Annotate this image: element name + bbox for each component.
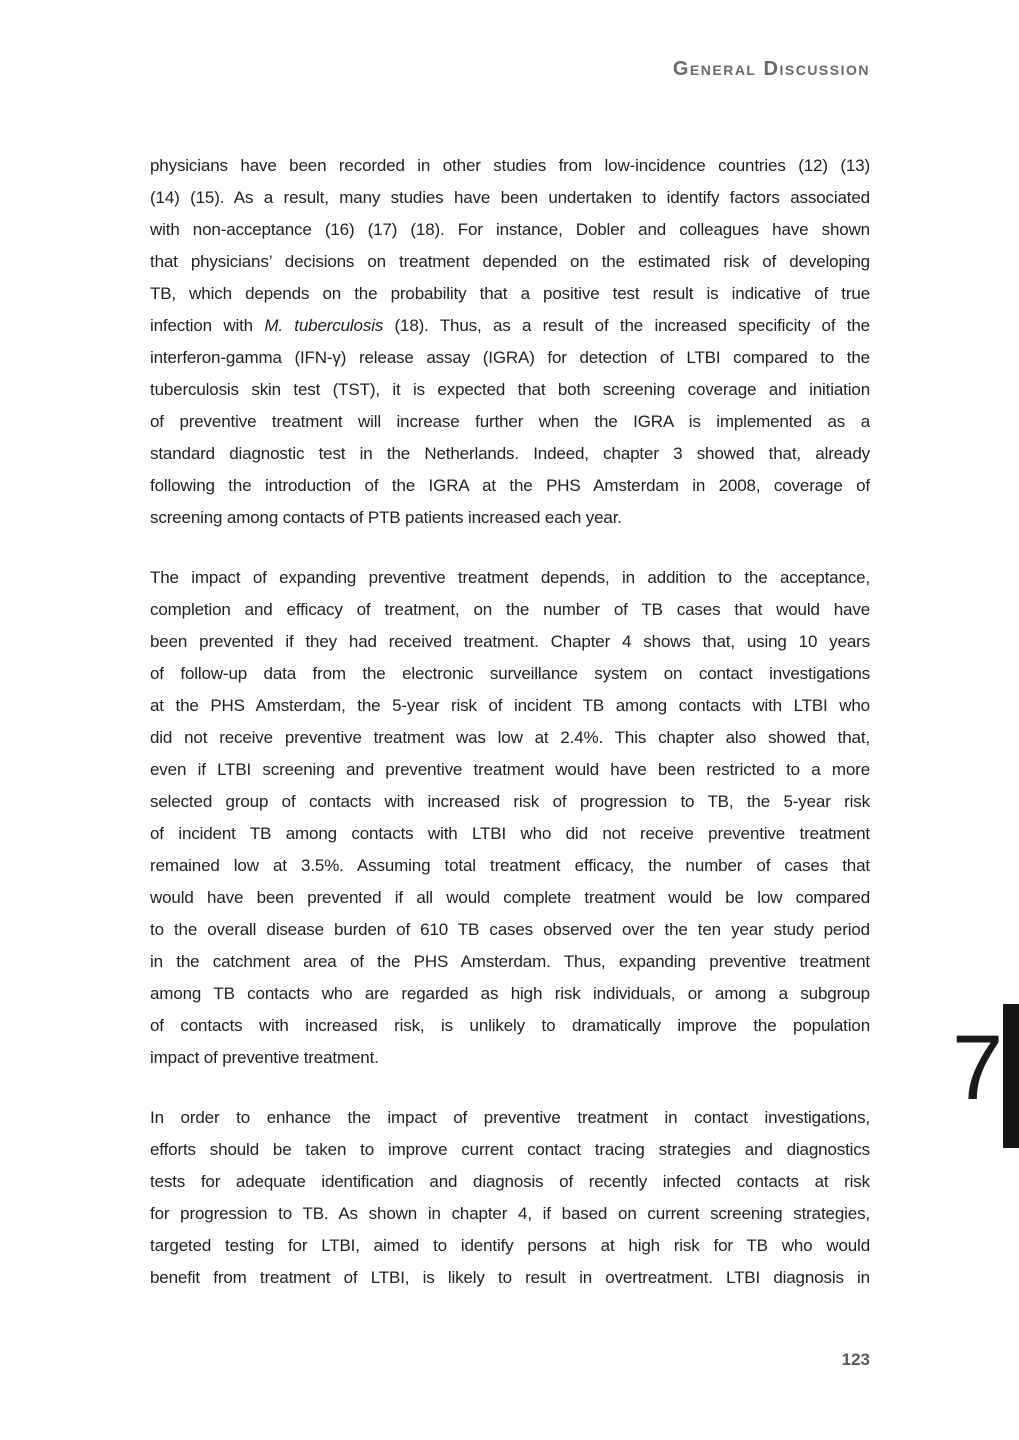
text-line: would have been prevented if all would complete treatment would be low compared [150, 888, 870, 907]
text-line: (14) (15). As a result, many studies have been undertaken to identify factors associated [150, 188, 870, 207]
text-segment: infection with [150, 316, 265, 335]
text-line: of incident TB among contacts with LTBI who did not receive preventive treatment [150, 824, 870, 843]
text-line: tuberculosis skin test (TST), it is expected that both screening coverage and initiation [150, 380, 870, 399]
text-line: benefit from treatment of LTBI, is likely to result in overtreatment. LTBI diagnosis in [150, 1268, 870, 1287]
running-head: General Discussion [672, 58, 870, 80]
paragraph-1 [150, 150, 870, 534]
text-line: among TB contacts who are regarded as high risk individuals, or among a subgroup [150, 984, 870, 1003]
text-line: even if LTBI screening and preventive treatment would have been restricted to a more [150, 760, 870, 779]
text-line: targeted testing for LTBI, aimed to identify persons at high risk for TB who would [150, 1236, 870, 1255]
text-line: TB, which depends on the probability that a positive test result is indicative of true [150, 284, 870, 303]
species-name-italic: M. tuberculosis [264, 316, 384, 335]
text-line: impact of preventive treatment. [150, 1048, 379, 1067]
text-line: interferon-gamma (IFN-γ) release assay (IGRA) for detection of LTBI compared to the [150, 348, 870, 367]
text-line: selected group of contacts with increased risk of progression to TB, the 5-year risk [150, 792, 870, 811]
paragraph-3 [150, 1102, 870, 1294]
text-line [150, 310, 870, 342]
body-text [150, 150, 870, 1294]
text-line: been prevented if they had received treatment. Chapter 4 shows that, using 10 years [150, 632, 870, 651]
text-line: that physicians’ decisions on treatment depended on the estimated risk of developing [150, 252, 870, 271]
text-line: completion and efficacy of treatment, on the number of TB cases that would have [150, 600, 870, 619]
chapter-number: 7 [952, 1017, 1004, 1119]
text-line: screening among contacts of PTB patients increased each year. [150, 508, 622, 527]
text-line: of preventive treatment will increase further when the IGRA is implemented as a [150, 412, 870, 431]
text-line: of follow-up data from the electronic surveillance system on contact investigations [150, 664, 870, 683]
text-segment: (18). Thus, as a result of the increased specificity of the [383, 316, 870, 335]
text-line: efforts should be taken to improve current contact tracing strategies and diagnostics [150, 1140, 870, 1159]
text-line: to the overall disease burden of 610 TB cases observed over the ten year study period [150, 920, 870, 939]
page-number: 123 [841, 1350, 870, 1369]
text-line: following the introduction of the IGRA at the PHS Amsterdam in 2008, coverage of [150, 476, 870, 495]
text-line: tests for adequate identification and diagnosis of recently infected contacts at risk [150, 1172, 870, 1191]
chapter-tab-bar [1003, 1004, 1019, 1148]
text-line: for progression to TB. As shown in chapter 4, if based on current screening strategies, [150, 1204, 870, 1223]
text-line: with non-acceptance (16) (17) (18). For instance, Dobler and colleagues have shown [150, 220, 870, 239]
text-line: remained low at 3.5%. Assuming total treatment efficacy, the number of cases that [150, 856, 870, 875]
text-line: The impact of expanding preventive treatment depends, in addition to the acceptance, [150, 568, 870, 587]
paragraph-2 [150, 562, 870, 1074]
text-line: in the catchment area of the PHS Amsterdam. Thus, expanding preventive treatment [150, 952, 870, 971]
text-line: did not receive preventive treatment was low at 2.4%. This chapter also showed that, [150, 728, 870, 747]
text-line: standard diagnostic test in the Netherlands. Indeed, chapter 3 showed that, already [150, 444, 870, 463]
text-line: In order to enhance the impact of preventive treatment in contact investigations, [150, 1108, 870, 1127]
text-line: at the PHS Amsterdam, the 5-year risk of incident TB among contacts with LTBI who [150, 696, 870, 715]
text-line: physicians have been recorded in other studies from low-incidence countries (12) (13) [150, 156, 870, 175]
text-line: of contacts with increased risk, is unlikely to dramatically improve the population [150, 1016, 870, 1035]
